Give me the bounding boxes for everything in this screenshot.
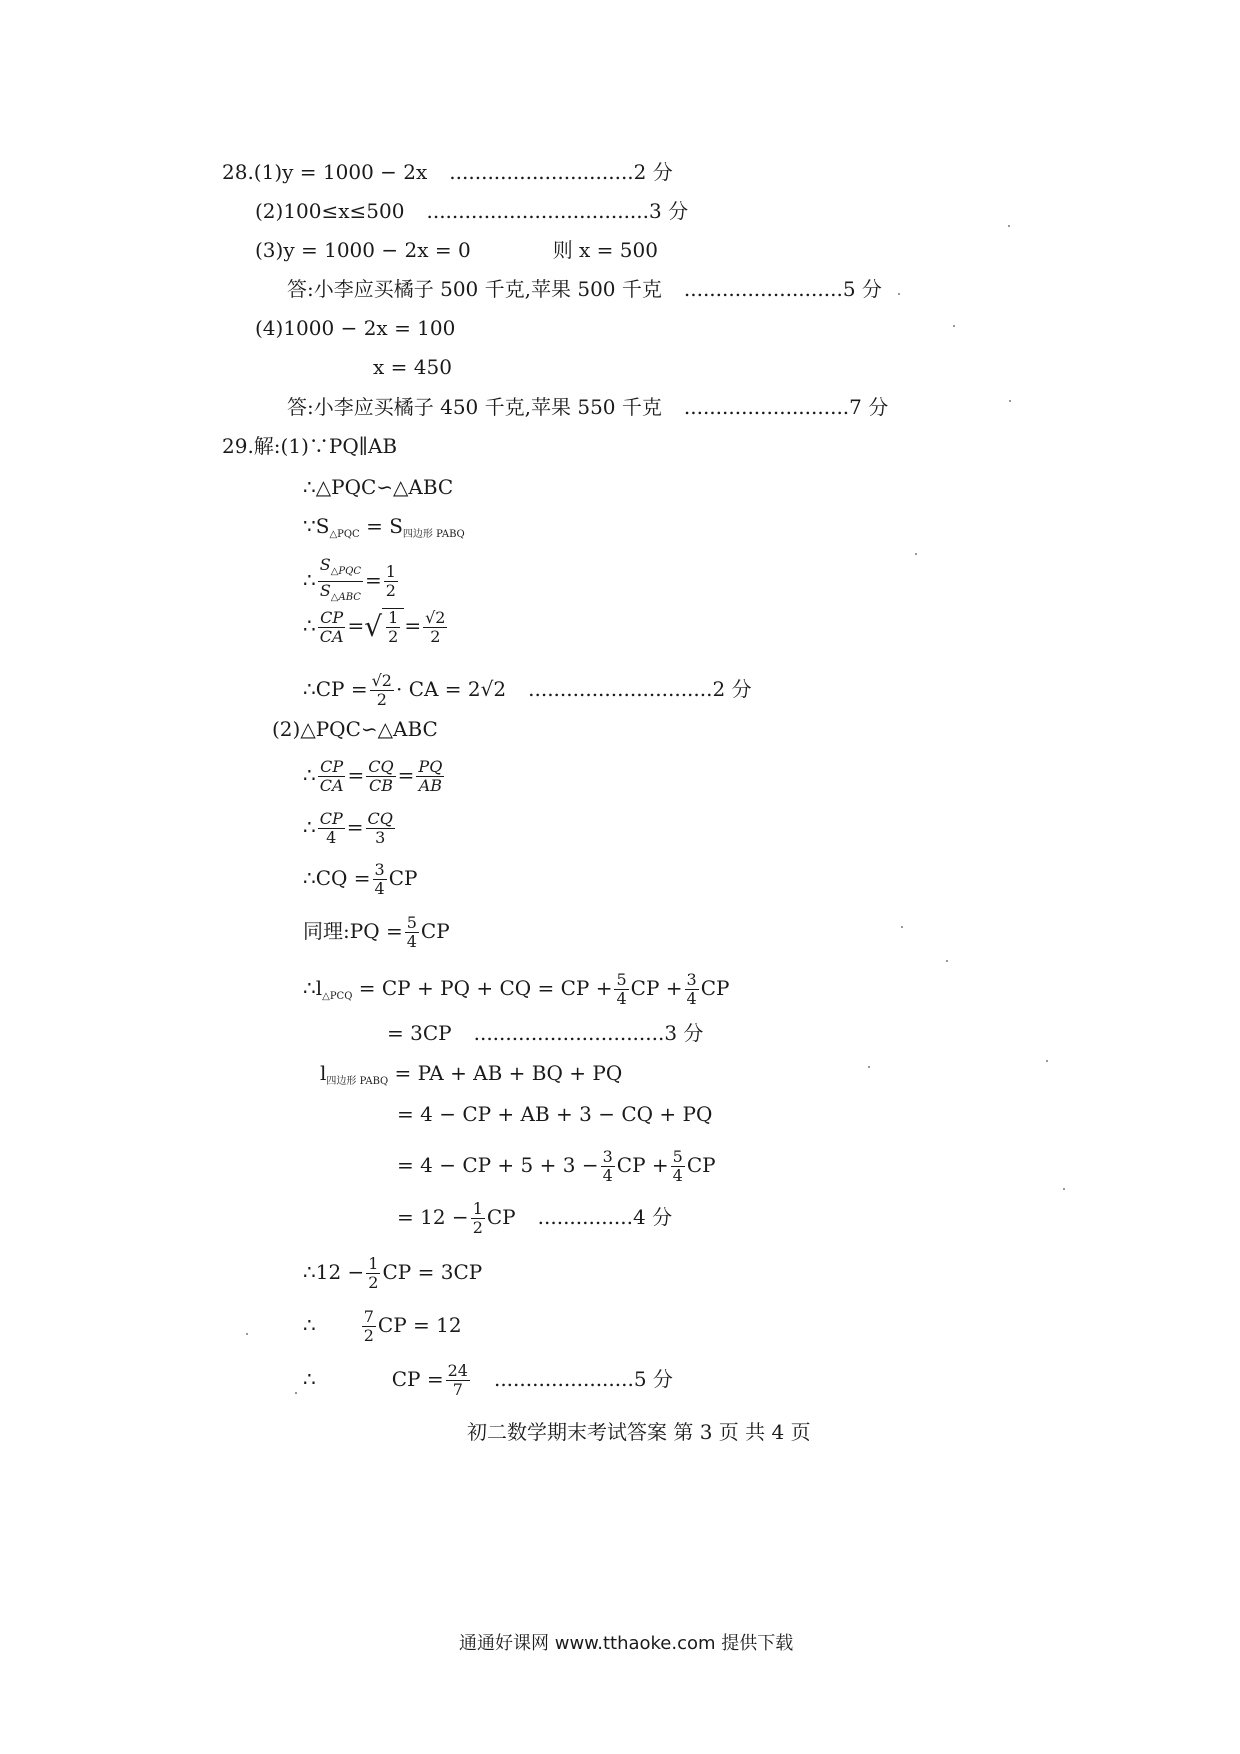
q29-line-5 [303, 608, 449, 646]
scan-speck [901, 926, 903, 928]
q28-part1-dots: ............................. [449, 160, 634, 184]
cp-term: CP [388, 866, 418, 890]
fraction [405, 914, 419, 951]
scan-speck [915, 553, 917, 555]
frac-den: AB [418, 776, 443, 795]
fraction [366, 758, 395, 795]
q28-line-1 [222, 160, 673, 184]
frac-num: 3 [686, 970, 697, 989]
scan-speck [898, 293, 900, 295]
fraction [362, 1308, 376, 1345]
q28-part4-result: x = 450 [373, 355, 452, 379]
q29-p2-line-1 [272, 717, 438, 741]
frac-num: CP [319, 809, 343, 828]
scan-speck [1009, 400, 1011, 402]
score: 5 分 [633, 1367, 673, 1391]
q29-p2-line-6 [303, 971, 730, 1009]
frac-num: √2 [425, 607, 446, 627]
q28-part1-expr: 28.(1)y = 1000 − 2x [222, 160, 428, 184]
cp-term: CP [700, 976, 730, 1000]
frac-den: 2 [363, 1326, 374, 1345]
q28-line-5 [255, 316, 455, 340]
perimeter-sub: △PCQ [322, 991, 353, 1002]
fraction [601, 1148, 615, 1185]
q29-p2-line-14 [303, 1362, 673, 1399]
scan-speck [295, 1392, 297, 1394]
dots: ............... [537, 1205, 634, 1229]
frac-den: 4 [374, 879, 385, 898]
q29-part2-heading: (2)△PQC∽△ABC [272, 717, 438, 741]
frac-num: 1 [385, 562, 396, 581]
perimeter-step: = 12 − [397, 1205, 469, 1229]
page-footer: 初二数学期末考试答案 第 3 页 共 4 页 [467, 1420, 811, 1444]
equals: = [364, 568, 382, 592]
q28-part3-then: 则 x = 500 [552, 238, 658, 262]
frac-num: PQ [418, 757, 443, 776]
equals: = [347, 613, 365, 638]
scan-speck [953, 325, 955, 327]
frac-den: CA [319, 776, 344, 795]
root2-over-2 [423, 609, 447, 646]
q28-answer-1: 答:小李应买橘子 500 千克,苹果 500 千克 [287, 277, 662, 301]
frac-den: CB [368, 776, 393, 795]
frac-den: 2 [388, 627, 399, 646]
cp-equals: CP = [391, 1367, 444, 1391]
perimeter-step-2: CP + [616, 1153, 669, 1177]
scan-speck [1046, 1060, 1048, 1062]
frac-den: 4 [686, 989, 697, 1008]
q29-p2-line-2: ∴ $\frac{CP}{CA}$ = $\frac{CQ}{CB}$ = $\frac{PQ}{AB}$ [303, 757, 443, 795]
frac-num: CQ [368, 757, 394, 776]
q29-p2-line-11 [397, 1200, 672, 1237]
q29-line-3 [303, 514, 465, 547]
frac-den: 2 [385, 581, 396, 600]
q29-line-2 [303, 475, 453, 499]
fraction [366, 1255, 380, 1292]
therefore-symbol: ∴ [303, 1313, 316, 1337]
q28-answer-2: 答:小李应买橘子 450 千克,苹果 550 千克 [287, 395, 662, 419]
q29-area-eq-part-2: = S [359, 514, 403, 538]
frac-den: 2 [430, 626, 441, 646]
therefore-symbol: ∴ [303, 815, 316, 839]
sqrt-half: √ $\frac{1}{2}$ [364, 608, 404, 646]
q29-p2-line-13 [303, 1308, 462, 1345]
dots: .............................. [473, 1021, 665, 1045]
fraction [471, 1200, 485, 1237]
frac-num: 5 [672, 1147, 683, 1166]
therefore-symbol: ∴ [303, 613, 316, 638]
q29-p2-line-7 [387, 1021, 703, 1045]
q28-part1-score: 2 分 [633, 160, 673, 184]
scan-speck [1063, 1188, 1065, 1190]
cq-equals: ∴CQ = [303, 866, 371, 890]
frac-den-sub: △ABC [330, 592, 361, 603]
q29-line-6 [303, 672, 752, 709]
q28-line-6 [373, 355, 452, 379]
perimeter-expr: = CP + PQ + CQ = CP + [352, 976, 613, 1000]
fraction [373, 861, 387, 898]
q28-part2-score: 3 分 [649, 199, 689, 223]
q29-area-eq-part: ∵S [303, 514, 330, 538]
frac-num: 3 [602, 1147, 613, 1166]
frac-num: S [319, 555, 331, 574]
q29-area-sub-1: △PQC [329, 529, 360, 540]
fraction [416, 758, 444, 795]
fraction [366, 810, 395, 847]
q28-answer-2-score: 7 分 [849, 395, 889, 419]
therefore-symbol: ∴ [303, 763, 316, 787]
frac-num: 7 [363, 1307, 374, 1326]
frac-num: CQ [367, 809, 393, 828]
frac-num: 3 [374, 860, 385, 879]
frac-den: CA [319, 626, 344, 646]
frac-num: 1 [388, 608, 399, 627]
cp-equals: ∴CP = [303, 677, 368, 701]
q29-line-4 [303, 556, 400, 607]
frac-num-sub: △PQC [330, 566, 361, 577]
fraction [671, 1148, 685, 1185]
frac-den: 2 [376, 690, 387, 709]
q28-answer-2-dots: .......................... [683, 395, 850, 419]
site-footer: 通通好课网 www.tthaoke.com 提供下载 [459, 1633, 794, 1654]
frac-num: 5 [406, 913, 417, 932]
frac-num: 24 [447, 1361, 468, 1380]
q29-part1-score: 2 分 [712, 677, 752, 701]
therefore-symbol: ∴ [303, 1367, 316, 1391]
perimeter-symbol: l [320, 1061, 327, 1085]
fraction [614, 971, 628, 1008]
cp-term: CP [420, 919, 450, 943]
cp-ca-fraction [318, 609, 346, 646]
q29-p2-line-12 [303, 1255, 482, 1292]
area-ratio-fraction [318, 556, 363, 607]
scan-speck [1008, 225, 1010, 227]
q29-heading: 29.解:(1)∵PQ∥AB [222, 434, 398, 458]
frac-den: 3 [375, 828, 386, 847]
q28-line-3 [255, 238, 658, 262]
frac-num: CP [320, 757, 344, 776]
cp-term: CP [486, 1205, 516, 1229]
frac-num: √2 [371, 671, 392, 690]
q28-line-2 [255, 199, 688, 223]
score: 3 分 [664, 1021, 704, 1045]
equals-3cp: = 3CP [387, 1021, 452, 1045]
pq-equals: 同理:PQ = [303, 919, 403, 943]
equation-step-2: CP = 3CP [382, 1260, 483, 1284]
perimeter-expr-2: CP + [630, 976, 683, 1000]
frac-den: 2 [472, 1218, 483, 1237]
frac-num: 1 [368, 1254, 379, 1273]
cp-term: CP [686, 1153, 716, 1177]
frac-num: CP [320, 607, 344, 627]
q28-part3-expr: (3)y = 1000 − 2x = 0 [255, 238, 471, 262]
frac-den: 4 [406, 932, 417, 951]
scan-speck [946, 960, 948, 962]
q28-part2-dots: ................................... [426, 199, 649, 223]
frac-num: 5 [616, 970, 627, 989]
q28-part2-expr: (2)100≤x≤500 [255, 199, 405, 223]
frac-den: S [319, 581, 331, 600]
perimeter-symbol: ∴l [303, 976, 323, 1000]
frac-den: 4 [326, 828, 337, 847]
q29-similar-triangles: ∴△PQC∽△ABC [303, 475, 454, 499]
perimeter-expr: = PA + AB + BQ + PQ [388, 1061, 623, 1085]
scan-speck [246, 1333, 248, 1335]
equation-step: CP = 12 [377, 1313, 462, 1337]
q28-answer-1-dots: ......................... [683, 277, 843, 301]
frac-den: 7 [452, 1380, 463, 1399]
score: 4 分 [633, 1205, 673, 1229]
equation-step: ∴12 − [303, 1260, 365, 1284]
scan-speck [868, 1066, 870, 1068]
q29-p2-line-10 [397, 1148, 716, 1185]
q29-p2-line-3: ∴ $\frac{CP}{4}$ = $\frac{CQ}{3}$ [303, 809, 393, 847]
q28-part4-expr: (4)1000 − 2x = 100 [255, 316, 456, 340]
frac-den: 4 [672, 1166, 683, 1185]
fraction [446, 1362, 470, 1399]
frac-num: 1 [472, 1199, 483, 1218]
dots: ...................... [493, 1367, 634, 1391]
half-fraction [384, 563, 398, 600]
q28-line-4 [287, 277, 882, 301]
cp-result: · CA = 2√2 [395, 677, 507, 701]
therefore-symbol: ∴ [303, 568, 316, 592]
q28-line-7 [287, 395, 888, 419]
q29-p2-line-4 [303, 861, 418, 898]
fraction [318, 810, 345, 847]
q29-p2-line-8 [320, 1061, 622, 1094]
q28-answer-1-score: 5 分 [842, 277, 882, 301]
q29-line-1 [222, 434, 397, 458]
equals: = [404, 613, 422, 638]
perimeter-sub: 四边形 PABQ [326, 1076, 389, 1087]
q29-p2-line-5 [303, 914, 450, 951]
root2-over-2 [370, 672, 394, 709]
q29-p2-line-9 [397, 1102, 712, 1126]
q29-area-sub-2: 四边形 PABQ [402, 529, 465, 540]
perimeter-step: = 4 − CP + 5 + 3 − [397, 1153, 599, 1177]
frac-den: 4 [616, 989, 627, 1008]
q29-part1-dots: ............................. [528, 677, 713, 701]
fraction [685, 971, 699, 1008]
frac-den: 2 [368, 1273, 379, 1292]
frac-den: 4 [602, 1166, 613, 1185]
perimeter-step: = 4 − CP + AB + 3 − CQ + PQ [397, 1102, 713, 1126]
fraction [318, 758, 346, 795]
